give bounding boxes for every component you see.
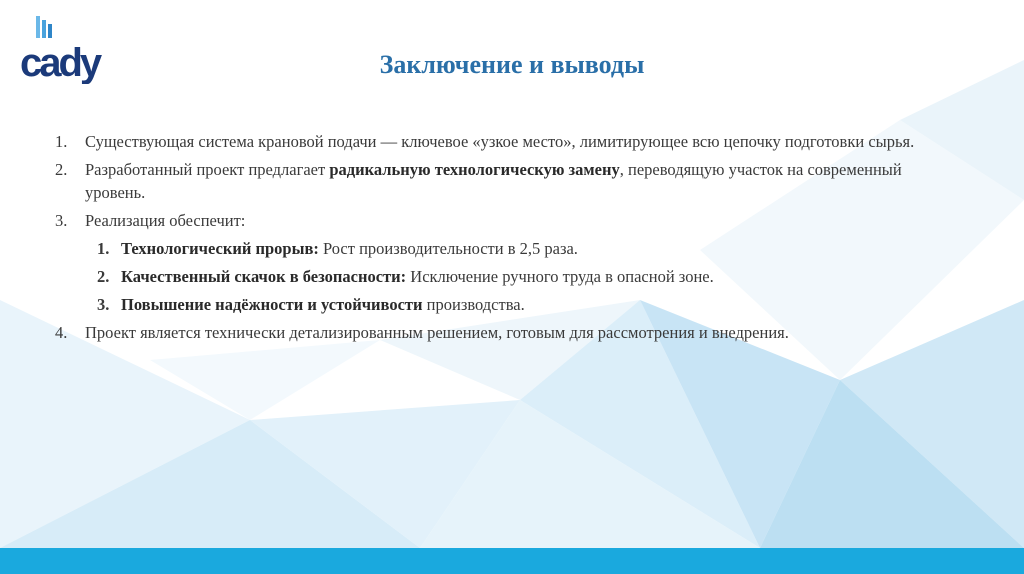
sub-item-number: 3.: [97, 295, 110, 314]
item-text-post: , переводящую участок на современный уровень.: [85, 160, 902, 202]
sub-item-bold: Технологический прорыв:: [121, 239, 319, 258]
item-text: Проект является технически детализированным решением, готовым для рассмотрения и внедрения.: [85, 323, 789, 342]
item-text-bold: радикальную технологическую замену: [329, 160, 620, 179]
list-item: [55, 130, 955, 153]
item-number: 1.: [55, 132, 68, 151]
list-item: [55, 158, 955, 204]
list-item: [55, 321, 955, 344]
sub-item-text: [121, 265, 955, 288]
item-text-pre: Разработанный проект предлагает: [85, 160, 330, 179]
item-number: 4.: [55, 323, 68, 342]
sub-item-text: [121, 237, 955, 260]
item-number: 2.: [55, 160, 68, 179]
item-text: Реализация обеспечит:: [85, 211, 246, 230]
item-text: [85, 158, 955, 204]
sub-list-item: [97, 265, 955, 288]
sub-item-number: 2.: [97, 267, 110, 286]
conclusions-list: [55, 130, 955, 349]
sub-item-rest: производства.: [422, 295, 525, 314]
sub-item-rest: Исключение ручного труда в опасной зоне.: [406, 267, 714, 286]
item-text: Существующая система крановой подачи — ключевое «узкое место», лимитирующее всю цепочку подготовки сырья.: [85, 132, 915, 151]
sub-list-item: [97, 237, 955, 260]
slide-title: Заключение и выводы: [379, 50, 645, 79]
list-item: [55, 209, 955, 232]
sub-item-number: 1.: [97, 239, 110, 258]
item-number: 3.: [55, 211, 68, 230]
sub-list-item: [97, 293, 955, 316]
sub-item-bold: Повышение надёжности и устойчивости: [121, 295, 423, 314]
svg-text:cady: cady: [20, 41, 100, 84]
sub-item-text: [121, 293, 955, 316]
sub-item-bold: Качественный скачок в безопасности:: [121, 267, 407, 286]
sub-item-rest: Рост производительности в 2,5 раза.: [318, 239, 578, 258]
footer-bar: [0, 548, 1024, 574]
